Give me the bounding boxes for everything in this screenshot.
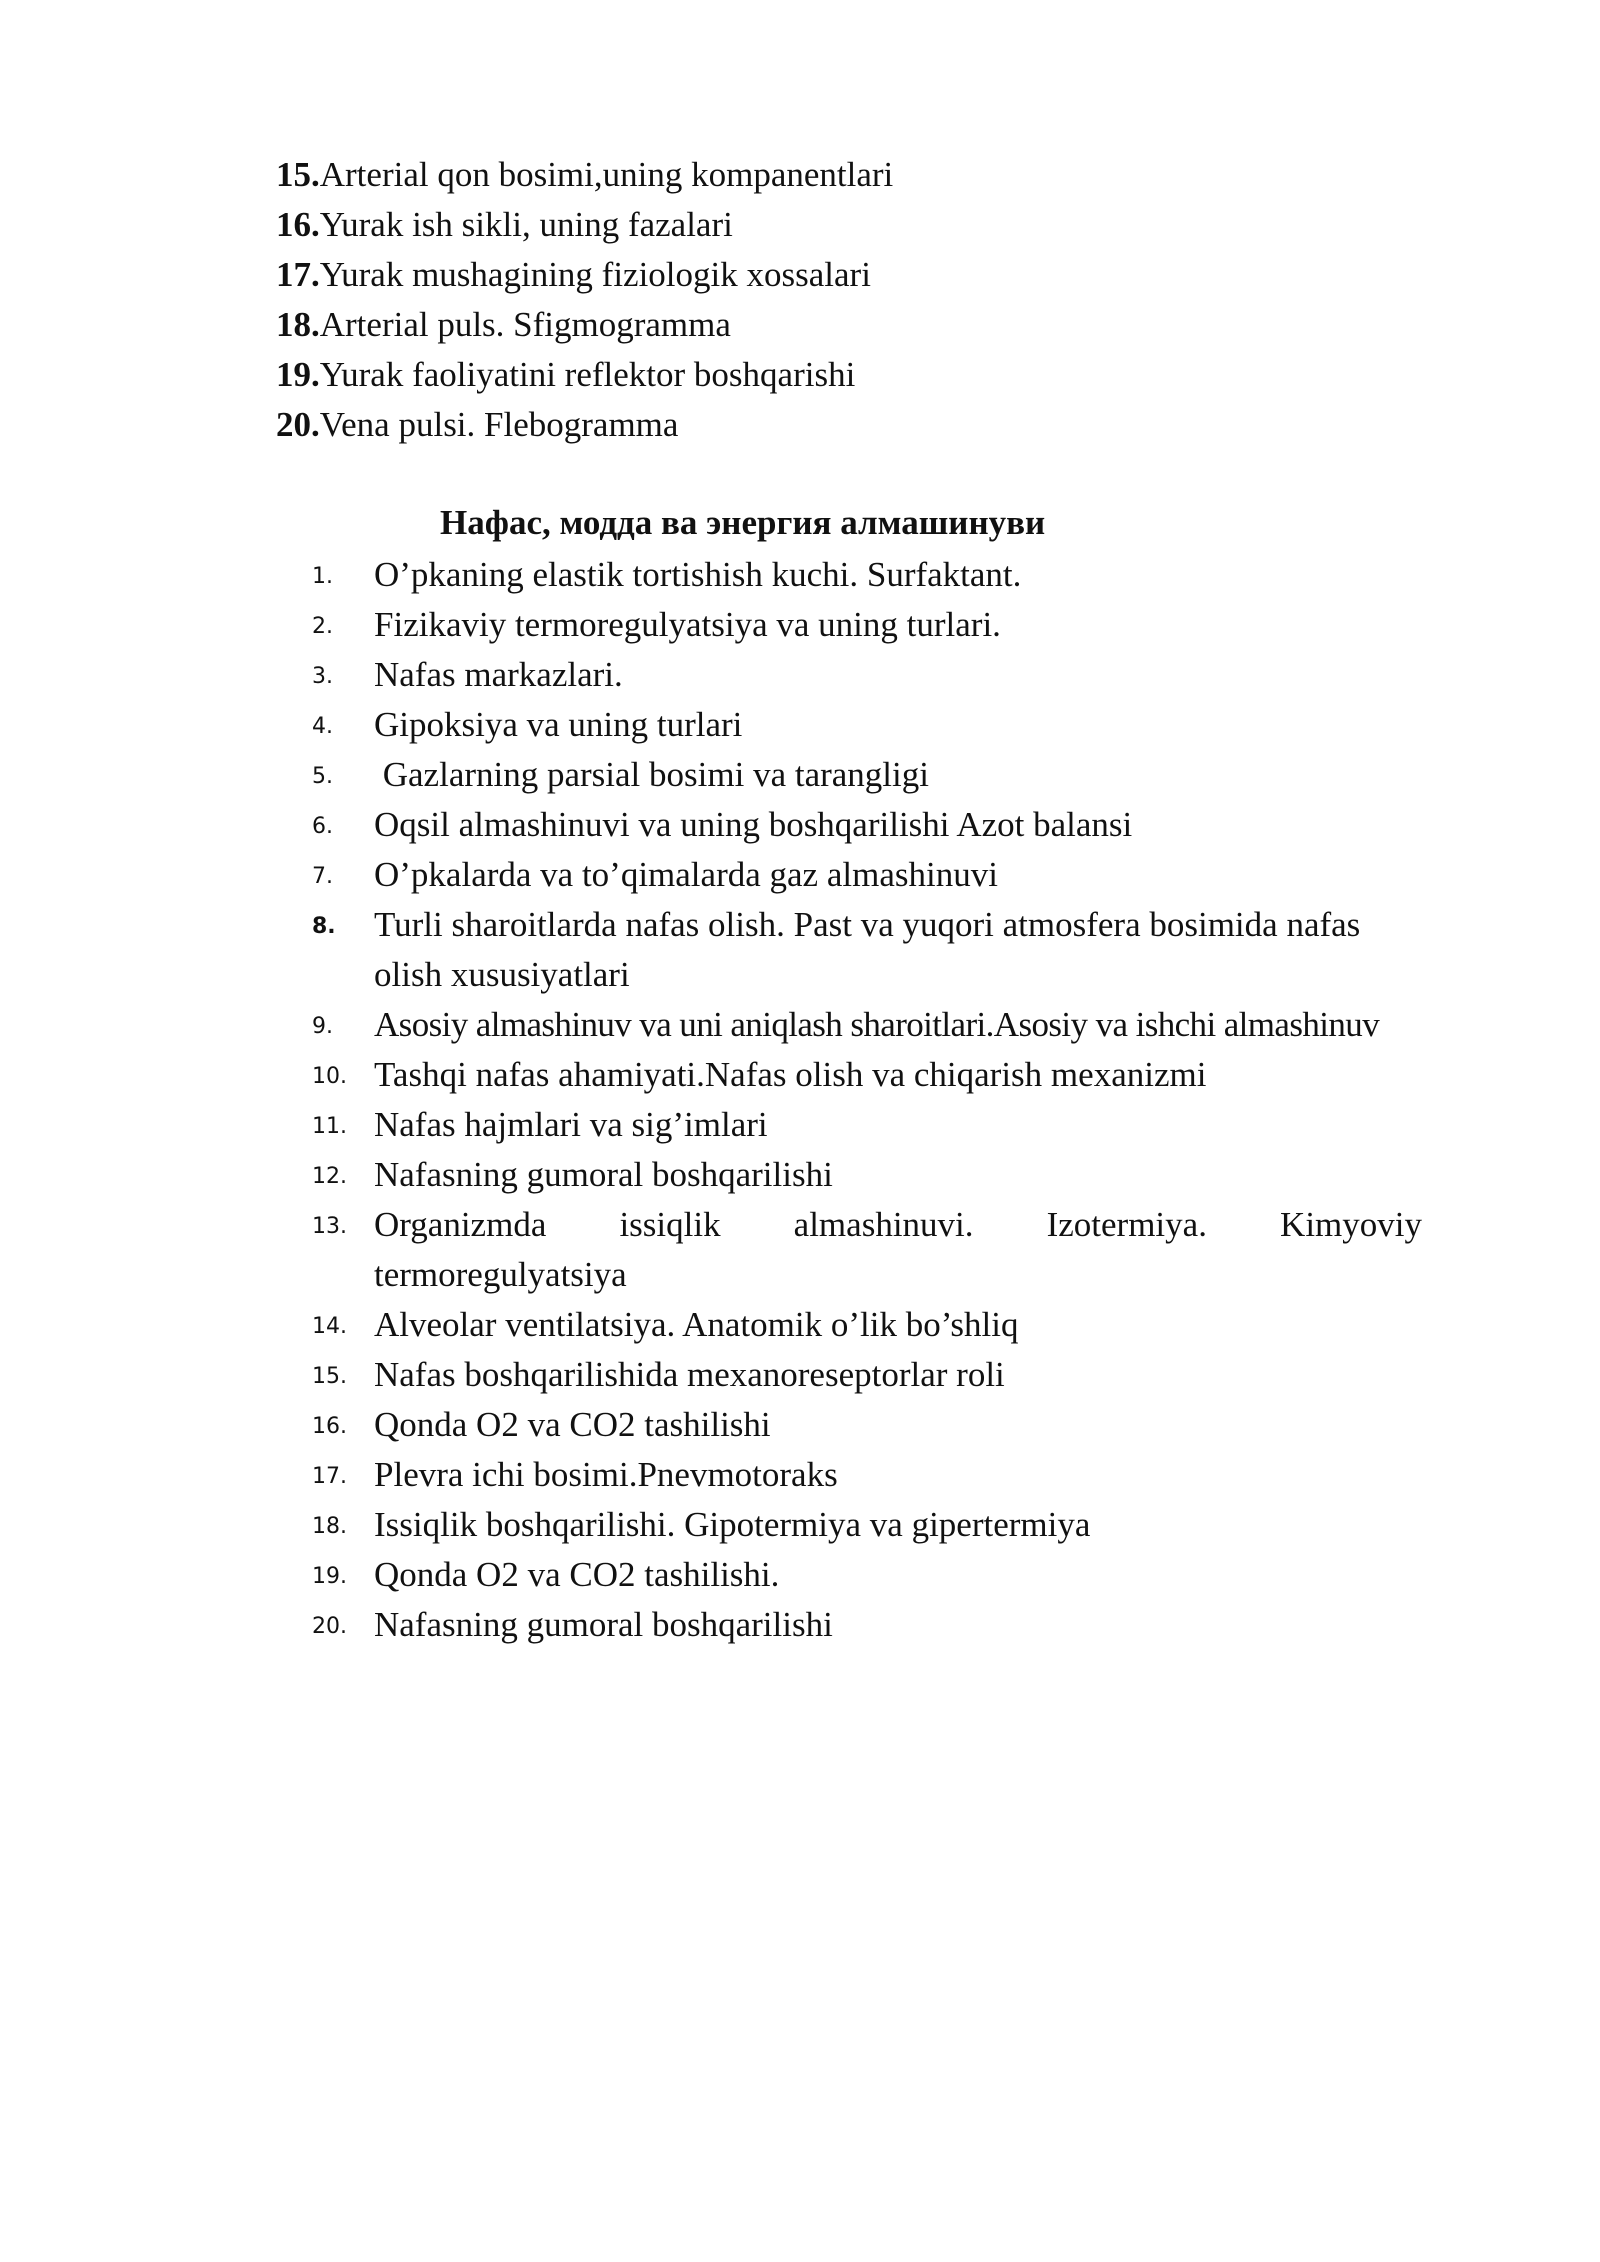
list-item: [312, 1200, 1492, 1300]
list-item: [312, 800, 1492, 850]
list-item: [312, 650, 1492, 700]
list-item: [312, 1300, 1492, 1350]
list-item: [312, 1350, 1492, 1400]
list-item: [312, 1450, 1492, 1500]
item-number: 8.: [312, 914, 336, 939]
item-text: O’pkaning elastik tortishish kuchi. Surfaktant.: [374, 555, 1022, 594]
item-text: Gipoksiya va uning turlari: [374, 705, 743, 744]
item-number: 2.: [312, 614, 333, 639]
item-number: 19.: [312, 1564, 347, 1589]
item-text: Nafas markazlari.: [374, 655, 623, 694]
item-text: Nafas hajmlari va sig’imlari: [374, 1105, 768, 1144]
item-number: 7.: [312, 864, 333, 889]
item-number: 17.: [276, 255, 320, 294]
item-text: Alveolar ventilatsiya. Anatomik o’lik bo’shliq: [374, 1305, 1019, 1344]
item-text: Yurak mushagining fiziologik xossalari: [319, 255, 871, 294]
list-item: [312, 1550, 1492, 1600]
item-number: 12.: [312, 1164, 347, 1189]
item-number: 13.: [312, 1214, 347, 1239]
item-text: Arterial qon bosimi,uning kompanentlari: [319, 155, 894, 194]
item-text: Tashqi nafas ahamiyati.Nafas olish va chiqarish mexanizmi: [374, 1055, 1207, 1094]
item-number: 19.: [276, 355, 320, 394]
item-text: Asosiy almashinuv va uni aniqlash sharoitlari.Asosiy va ishchi almashinuv: [374, 1005, 1380, 1044]
list-item: [312, 1050, 1492, 1100]
item-text: O’pkalarda va to’qimalarda gaz almashinuvi: [374, 855, 998, 894]
item-number: 16.: [276, 205, 320, 244]
section-heading: Нафас, модда ва энергия алмашинуви: [440, 503, 1046, 542]
item-text: Issiqlik boshqarilishi. Gipotermiya va gipertermiya: [374, 1505, 1091, 1544]
list-item: [312, 850, 1492, 900]
item-number: 20.: [312, 1614, 347, 1639]
item-number: 3.: [312, 664, 333, 689]
item-number: 5.: [312, 764, 333, 789]
item-text: Qonda O2 va CO2 tashilishi.: [374, 1555, 780, 1594]
respiration-question-list: [312, 550, 1492, 1650]
item-text: Oqsil almashinuvi va uning boshqarilishi Azot balansi: [374, 805, 1133, 844]
list-item: [276, 400, 893, 450]
list-item: [312, 750, 1492, 800]
item-number: 1.: [312, 564, 333, 589]
list-item: [312, 1500, 1492, 1550]
item-number: 18.: [276, 305, 320, 344]
item-number: 16.: [312, 1414, 347, 1439]
item-number: 20.: [276, 405, 320, 444]
item-text: Plevra ichi bosimi.Pnevmotoraks: [374, 1455, 838, 1494]
list-item: [312, 900, 1492, 1000]
item-number: 6.: [312, 814, 333, 839]
list-item: [276, 200, 893, 250]
item-number: 14.: [312, 1314, 347, 1339]
item-text: Gazlarning parsial bosimi va tarangligi: [374, 755, 929, 794]
list-item: [312, 550, 1492, 600]
list-item: [312, 1000, 1492, 1050]
item-number: 4.: [312, 714, 333, 739]
item-text: Nafasning gumoral boshqarilishi: [374, 1605, 833, 1644]
list-item: [312, 1400, 1492, 1450]
list-item: [276, 300, 893, 350]
list-item: [312, 700, 1492, 750]
item-text: Yurak ish sikli, uning fazalari: [319, 205, 733, 244]
list-item: [276, 150, 893, 200]
list-item: [276, 350, 893, 400]
item-text: Qonda O2 va CO2 tashilishi: [374, 1405, 771, 1444]
item-text: Vena pulsi. Flebogramma: [319, 405, 679, 444]
item-text: Fizikaviy termoregulyatsiya va uning turlari.: [374, 605, 1001, 644]
item-text: Nafasning gumoral boshqarilishi: [374, 1155, 833, 1194]
item-number: 10.: [312, 1064, 347, 1089]
item-text: Turli sharoitlarda nafas olish. Past va yuqori atmosfera bosimida nafas olish xususiyatlari: [374, 905, 1361, 994]
item-number: 17.: [312, 1464, 347, 1489]
item-number: 15.: [276, 155, 320, 194]
cardiovascular-question-list: [276, 150, 893, 450]
list-item: [312, 1100, 1492, 1150]
item-number: 9.: [312, 1014, 333, 1039]
item-text: Nafas boshqarilishida mexanoreseptorlar roli: [374, 1355, 1005, 1394]
list-item: [312, 600, 1492, 650]
item-number: 11.: [312, 1114, 347, 1139]
list-item: [312, 1600, 1492, 1650]
item-number: 15.: [312, 1364, 347, 1389]
list-item: [276, 250, 893, 300]
item-number: 18.: [312, 1514, 347, 1539]
item-text: Yurak faoliyatini reflektor boshqarishi: [319, 355, 856, 394]
item-text: Organizmda issiqlik almashinuvi. Izotermiya. Kimyoviy termoregulyatsiya: [374, 1205, 1422, 1294]
item-text: Arterial puls. Sfigmogramma: [319, 305, 731, 344]
list-item: [312, 1150, 1492, 1200]
